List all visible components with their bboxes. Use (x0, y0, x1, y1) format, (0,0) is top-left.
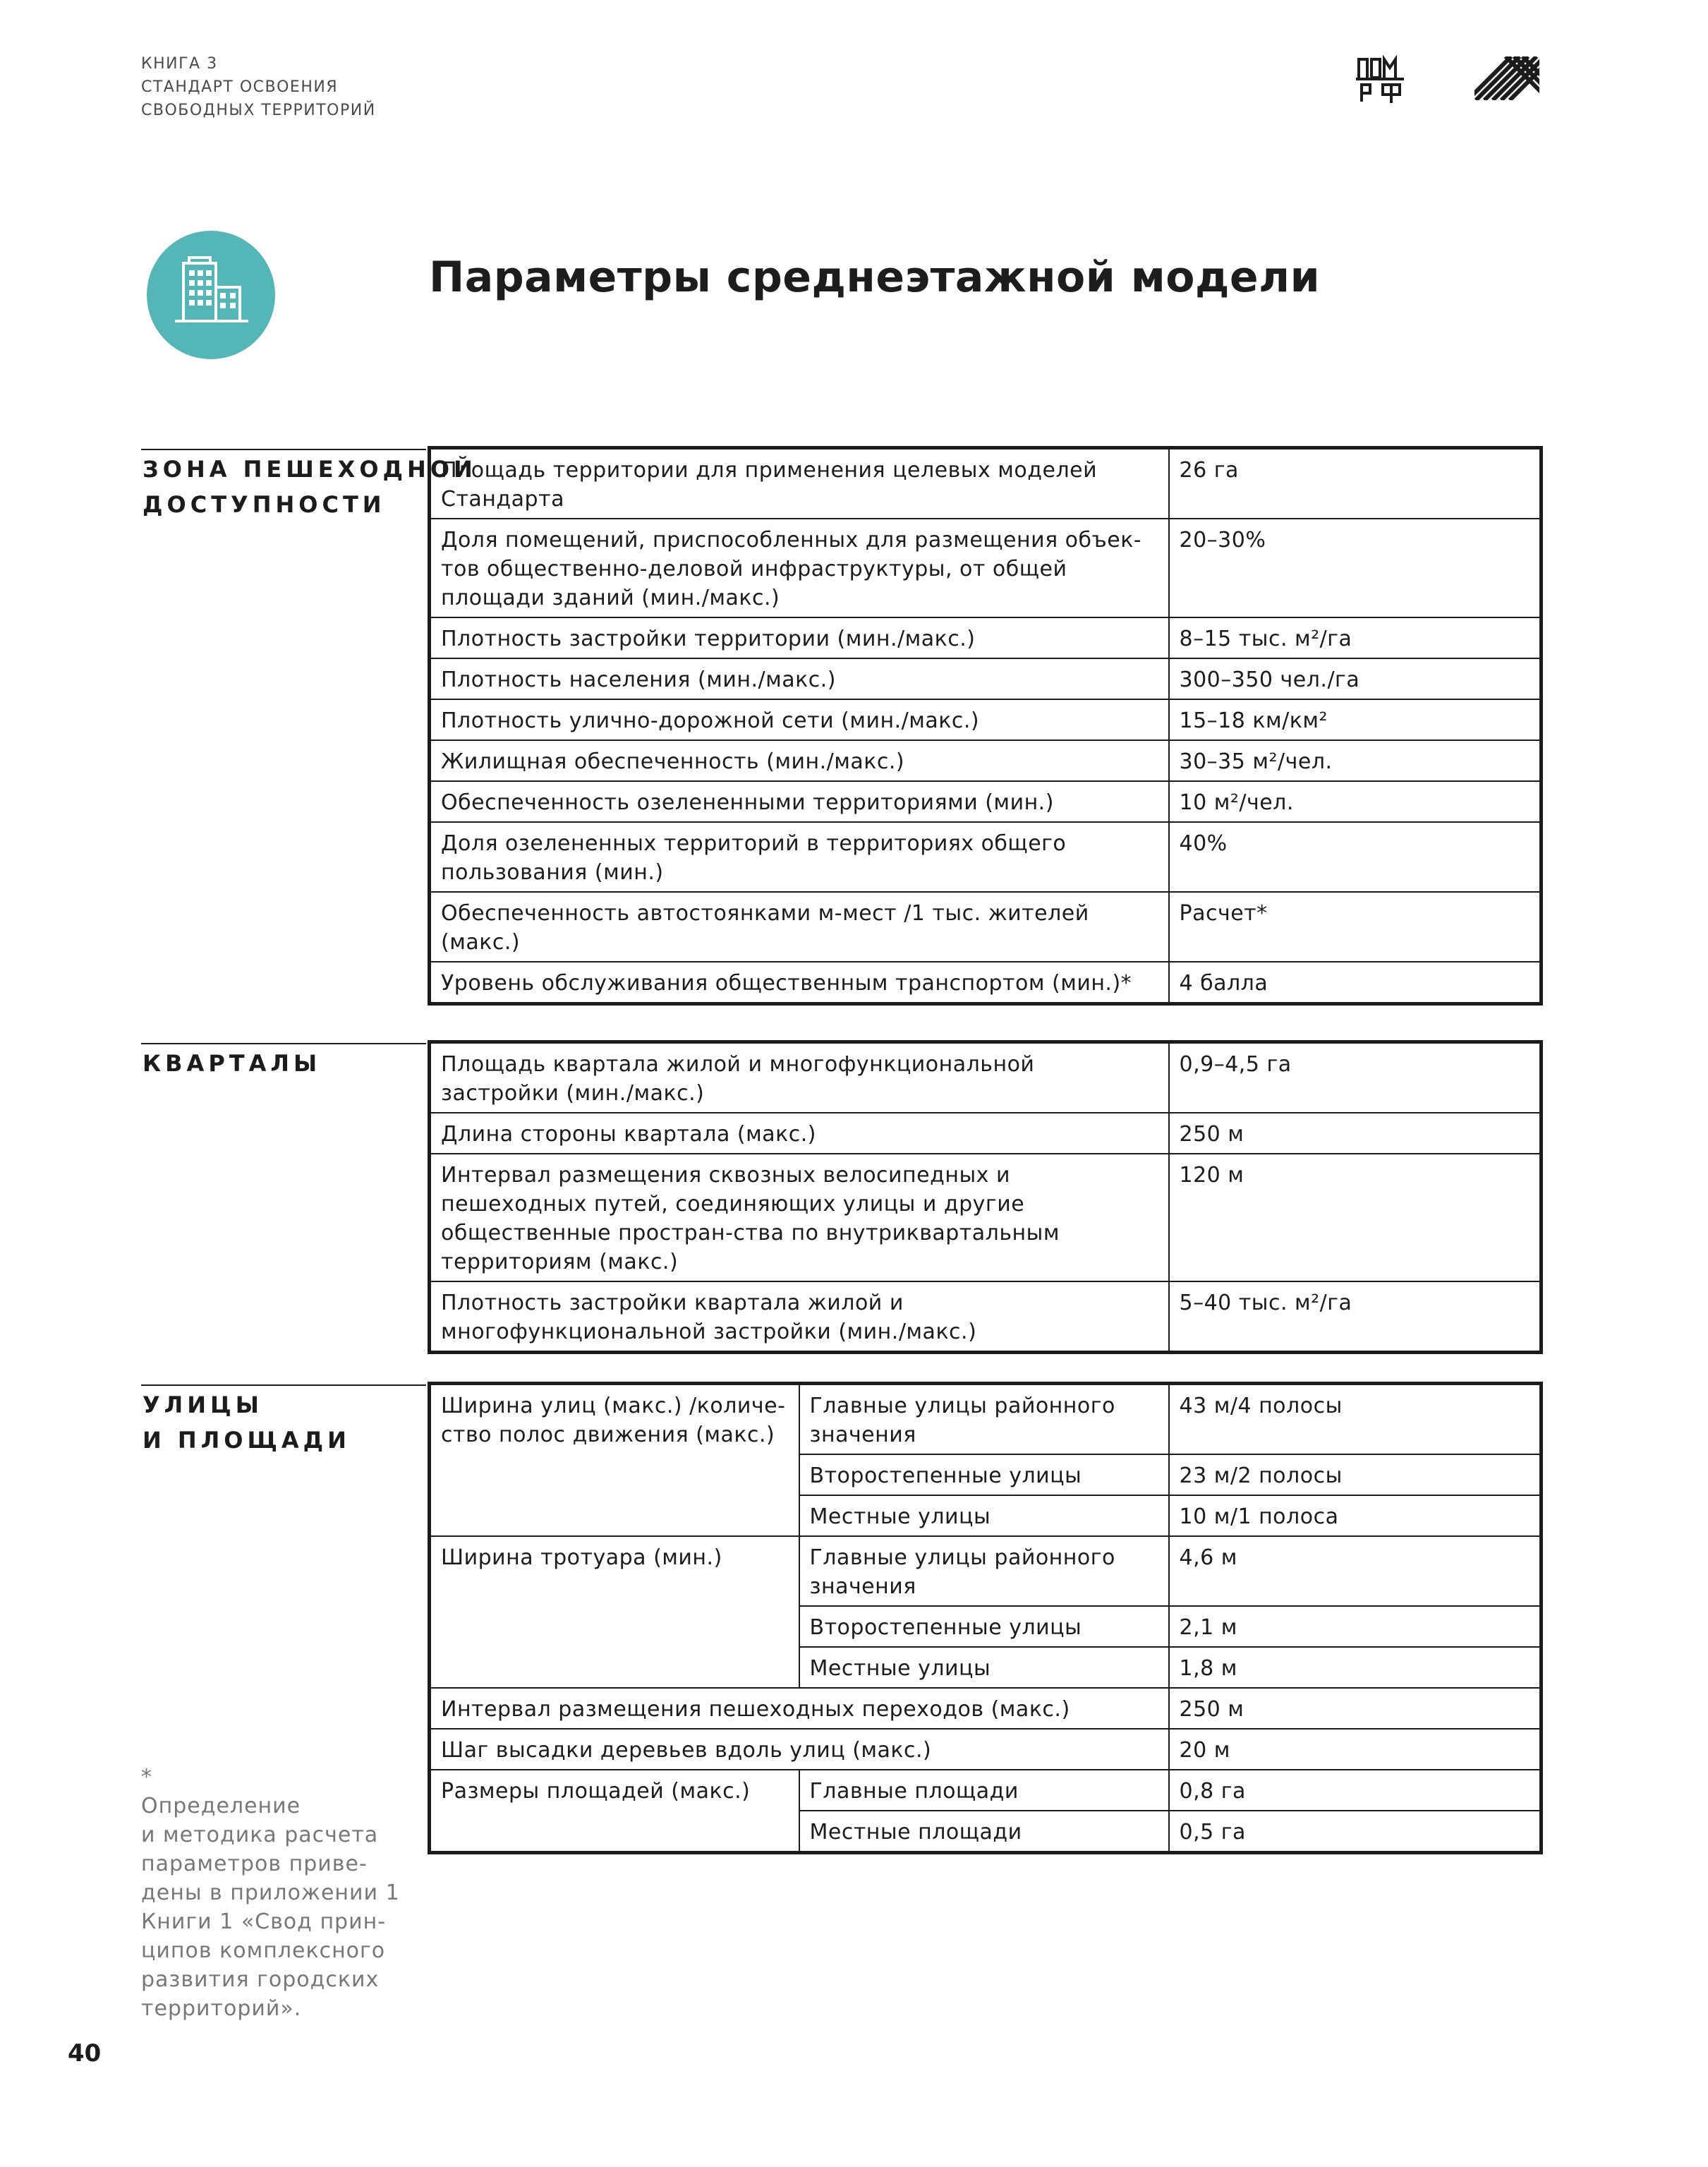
group-label-cell: Ширина улиц (макс.) /количе-ство полос движения (макс.) (430, 1384, 799, 1537)
value-cell: 15–18 км/км² (1169, 699, 1542, 740)
param-cell: Площадь территории для применения целевых моделей Стандарта (430, 448, 1169, 519)
value-cell: 250 м (1169, 1688, 1542, 1729)
table-row (430, 448, 1542, 519)
param-cell: Интервал размещения пешеходных переходов (макс.) (430, 1688, 1169, 1729)
table-row (430, 1729, 1542, 1770)
zone-parameters-table (428, 446, 1543, 1006)
table-row (430, 781, 1542, 822)
page-number: 40 (68, 2039, 102, 2068)
value-cell: 43 м/4 полосы (1169, 1384, 1542, 1455)
param-cell: Плотность застройки территории (мин./макс.) (430, 617, 1169, 658)
value-cell: 30–35 м²/чел. (1169, 740, 1542, 781)
param-cell: Интервал размещения сквозных велосипедных и пешеходных путей, соединяющих улицы и другие общественные простран-ства по внутриквартальным территориям (макс.) (430, 1154, 1169, 1281)
value-cell: 26 га (1169, 448, 1542, 519)
section-label-blocks (143, 1046, 425, 1081)
type-cell: Главные площади (799, 1770, 1169, 1811)
param-cell: Доля помещений, приспособленных для размещения объек-тов общественно-деловой инфраструктуры, от общей площади зданий (мин./макс.) (430, 519, 1169, 617)
section-label-line: И ПЛОЩАДИ (143, 1427, 351, 1454)
param-cell: Жилищная обеспеченность (мин./макс.) (430, 740, 1169, 781)
param-cell: Площадь квартала жилой и многофункциональной застройки (мин./макс.) (430, 1042, 1169, 1113)
table-row (430, 822, 1542, 892)
param-cell: Плотность улично-дорожной сети (мин./макс.) (430, 699, 1169, 740)
group-label-cell: Размеры площадей (макс.) (430, 1770, 799, 1853)
type-cell: Главные улицы районного значения (799, 1536, 1169, 1606)
value-cell: 23 м/2 полосы (1169, 1454, 1542, 1495)
type-cell: Второстепенные улицы (799, 1606, 1169, 1647)
value-cell: 4 балла (1169, 962, 1542, 1004)
table-row (430, 1281, 1542, 1353)
param-cell: Доля озелененных территорий в территориях общего пользования (мин.) (430, 822, 1169, 892)
value-cell: 40% (1169, 822, 1542, 892)
value-cell: 20–30% (1169, 519, 1542, 617)
value-cell: 1,8 м (1169, 1647, 1542, 1688)
table-row (430, 1384, 1542, 1455)
type-cell: Второстепенные улицы (799, 1454, 1169, 1495)
table-row (430, 519, 1542, 617)
value-cell: 10 м/1 полоса (1169, 1495, 1542, 1536)
table-row (430, 1688, 1542, 1729)
section-label-zone (143, 452, 477, 522)
footnote-line: Определение (141, 1794, 301, 1818)
footnote-line: и методика расчета (141, 1823, 379, 1847)
streets-parameters-table (428, 1382, 1543, 1854)
building-icon (147, 231, 275, 359)
type-cell: Главные улицы районного значения (799, 1384, 1169, 1455)
footnote-line: Книги 1 «Свод прин- (141, 1909, 387, 1934)
value-cell: 4,6 м (1169, 1536, 1542, 1606)
value-cell: 0,9–4,5 га (1169, 1042, 1542, 1113)
param-cell: Уровень обслуживания общественным транспортом (мин.)* (430, 962, 1169, 1004)
section-label-line: УЛИЦЫ (143, 1392, 263, 1418)
value-cell: 120 м (1169, 1154, 1542, 1281)
value-cell: Расчет* (1169, 892, 1542, 962)
param-cell: Обеспеченность озелененными территориями (мин.) (430, 781, 1169, 822)
table-row (430, 658, 1542, 699)
book-title-line2: СВОБОДНЫХ ТЕРРИТОРИЙ (141, 102, 376, 119)
param-cell: Длина стороны квартала (макс.) (430, 1113, 1169, 1154)
book-title-line1: СТАНДАРТ ОСВОЕНИЯ (141, 78, 339, 96)
group-label-cell: Ширина тротуара (мин.) (430, 1536, 799, 1688)
section-label-line: КВАРТАЛЫ (143, 1050, 322, 1077)
footnote-line: территорий». (141, 1996, 302, 2021)
footnote-mark: * (141, 1765, 152, 1789)
table-row (430, 1113, 1542, 1154)
section-divider (141, 1384, 426, 1386)
section-label-streets (143, 1387, 425, 1458)
value-cell: 0,5 га (1169, 1811, 1542, 1853)
section-label-line: ДОСТУПНОСТИ (143, 491, 386, 518)
footnote-line: ципов комплексного (141, 1938, 386, 1963)
table-row (430, 1770, 1542, 1811)
value-cell: 250 м (1169, 1113, 1542, 1154)
section-label-line: ЗОНА ПЕШЕХОДНОЙ (143, 456, 477, 483)
table-row (430, 1154, 1542, 1281)
hatched-square-logo-icon (1474, 56, 1539, 100)
footnote-line: дены в приложении 1 (141, 1881, 400, 1905)
dom-rf-logo-icon (1355, 55, 1405, 106)
section-divider (141, 449, 426, 450)
type-cell: Местные улицы (799, 1647, 1169, 1688)
value-cell: 2,1 м (1169, 1606, 1542, 1647)
value-cell: 5–40 тыс. м²/га (1169, 1281, 1542, 1353)
table-row (430, 617, 1542, 658)
footnote-line: развития городских (141, 1967, 380, 1992)
table-row (430, 1536, 1542, 1606)
footnote (141, 1763, 409, 2023)
value-cell: 300–350 чел./га (1169, 658, 1542, 699)
table-row (430, 892, 1542, 962)
param-cell: Плотность населения (мин./макс.) (430, 658, 1169, 699)
table-row (430, 699, 1542, 740)
footnote-line: параметров приве- (141, 1852, 368, 1876)
section-divider (141, 1043, 426, 1044)
table-row (430, 740, 1542, 781)
type-cell: Местные улицы (799, 1495, 1169, 1536)
value-cell: 0,8 га (1169, 1770, 1542, 1811)
type-cell: Местные площади (799, 1811, 1169, 1853)
value-cell: 20 м (1169, 1729, 1542, 1770)
table-row (430, 962, 1542, 1004)
param-cell: Шаг высадки деревьев вдоль улиц (макс.) (430, 1729, 1169, 1770)
blocks-parameters-table (428, 1040, 1543, 1354)
running-header (141, 52, 376, 122)
value-cell: 8–15 тыс. м²/га (1169, 617, 1542, 658)
param-cell: Плотность застройки квартала жилой и многофункциональной застройки (мин./макс.) (430, 1281, 1169, 1353)
value-cell: 10 м²/чел. (1169, 781, 1542, 822)
book-number: КНИГА 3 (141, 55, 218, 73)
param-cell: Обеспеченность автостоянками м-мест /1 тыс. жителей (макс.) (430, 892, 1169, 962)
page-title: Параметры среднеэтажной модели (429, 253, 1321, 302)
table-row (430, 1042, 1542, 1113)
